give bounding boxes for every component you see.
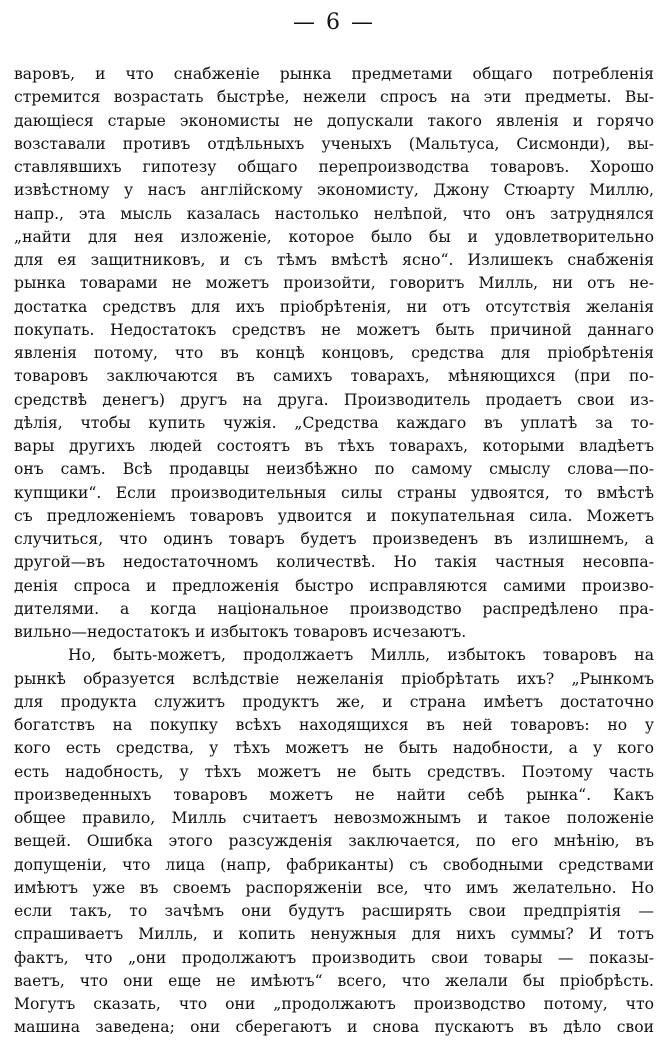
text-line: напр., эта мысль казалась настолько нелѣпой, что онъ затруднялся [14, 204, 654, 223]
paragraph-1 [14, 63, 654, 644]
text-line: онъ самъ. Всѣ продавцы неизбѣжно по самому смыслу слова—по- [14, 460, 654, 479]
text-line: варовъ, и что снабженіе рынка предметами общаго потребленія [14, 65, 654, 83]
text-line: Могутъ сказать, что они „продолжаютъ производство потому, что [14, 995, 654, 1013]
text-line: явленія потому, что въ концѣ концовъ, средства для пріобрѣтенія [14, 344, 654, 362]
text-line: купщики“. Если производительныя силы страны удвоятся, то вмѣстѣ [14, 483, 654, 502]
page-number: — 6 — [293, 10, 375, 35]
text-line: для ея защитниковъ, и съ тѣмъ вмѣстѣ ясно“. Излишекъ снабженія [14, 251, 654, 269]
text-line: денія спроса и предложенія быстро исправляются самими произво- [14, 576, 654, 595]
text-line: богатствъ на покупку всѣхъ находящихся въ ней товаровъ: но у [14, 716, 654, 734]
text-line: ваетъ, что они еще не имѣютъ“ всего, что желали бы пріобрѣсть. [14, 971, 654, 990]
text-line: вещей. Ошибка этого разсужденія заключается, по его мнѣнію, въ [14, 832, 654, 851]
text-line: для продукта служитъ продуктъ же, и страна имѣетъ достаточно [14, 692, 654, 711]
text-line: общее правило, Милль считаетъ невозможнымъ и такое положеніе [14, 809, 654, 827]
text-line: достатка средствъ для ихъ пріобрѣтенія, ни отъ отсутствія желанія [14, 297, 654, 316]
text-line: рынкѣ образуется вслѣдствіе нежеланія пріобрѣтать ихъ? „Рынкомъ [14, 669, 654, 688]
text-line: товаровъ заключаются въ самихъ товарахъ, мѣняющихся (при по- [14, 367, 654, 386]
text-line: вары другихъ людей состоятъ въ тѣхъ товарахъ, которыми владѣетъ [14, 437, 654, 455]
text-line: есть надобность, у тѣхъ можетъ не быть средствъ. Поэтому часть [14, 762, 654, 781]
text-line: другой—въ недостаточномъ количествѣ. Но такія частныя несовпа- [14, 553, 654, 572]
text-line: имѣютъ уже въ своемъ распоряженіи все, что имъ желательно. Но [14, 878, 654, 897]
text-line: ставлявшихъ гипотезу общаго перепроизводства товаровъ. Хорошо [14, 158, 654, 176]
text-line: съ предложеніемъ товаровъ удвоится и покупательная сила. Можетъ [14, 506, 654, 525]
text-line: произведенныхъ товаровъ можетъ не найти себѣ рынка“. Какъ [14, 785, 654, 804]
text-line: спрашиваетъ Милль, и копить ненужныя для нихъ суммы? И тотъ [14, 925, 654, 944]
text-line: рынка товарами не можетъ произойти, говоритъ Милль, ни отъ не- [14, 274, 654, 293]
text-line: возставали противъ отдѣльныхъ ученыхъ (Мальтуса, Сисмонди), вы- [14, 134, 654, 153]
text-line: Но, быть-можетъ, продолжаетъ Милль, избытокъ товаровъ на [68, 646, 654, 665]
text-line: вильно—недостатокъ и избытокъ товаровъ исчезаютъ. [14, 623, 467, 641]
text-line: дающіеся старые экономисты не допускали такого явленія и горячо [14, 111, 654, 130]
text-line: „найти для нея изложеніе, которое было бы и удовлетворительно [14, 227, 654, 246]
text-line: стремится возрастать быстрѣе, нежели спросъ на эти предметы. Вы- [14, 88, 654, 107]
text-line: извѣстному у насъ англійскому экономисту, Джону Стюарту Миллю, [14, 181, 654, 200]
text-line: если такъ, то зачѣмъ они будутъ расширять свои предпріятія — [14, 902, 654, 920]
text-line: случиться, что одинъ товаръ будетъ произведенъ въ излишнемъ, а [14, 530, 654, 548]
text-line: машина заведена; они сберегаютъ и снова пускаютъ въ дѣло свои [14, 1018, 654, 1037]
text-line: фактъ, что „они продолжаютъ производить свои товары — показы- [14, 948, 654, 967]
text-line: допущеніи, что лица (напр, фабриканты) съ свободными средствами [14, 855, 654, 874]
text-line: кого есть средства, у тѣхъ можетъ не быть надобности, а у кого [14, 739, 654, 758]
text-line: покупать. Недостатокъ средствъ не можетъ быть причиной даннаго [14, 320, 654, 339]
text-line: дѣлія, чтобы купить чужія. „Средства каждаго въ уплатѣ за то- [14, 413, 654, 432]
page-text [14, 63, 654, 1040]
text-line: дителями. а когда національное производство распредѣлено пра- [14, 599, 654, 618]
text-line: средствѣ денегъ) другъ на друга. Производитель продаетъ свои из- [14, 390, 654, 409]
paragraph-2 [14, 644, 654, 1039]
